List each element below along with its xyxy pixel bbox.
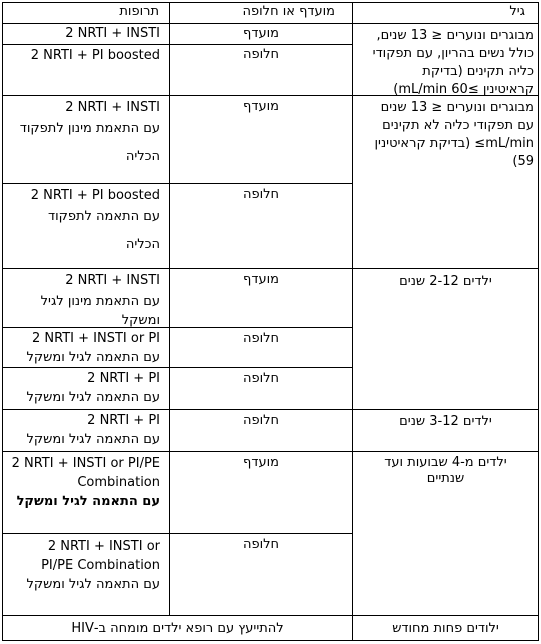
status-cell: חלופה xyxy=(242,331,280,346)
status-cell: חלופה xyxy=(242,187,280,202)
drug-cell: 2 NRTI + PI עם התאמה לגיל ומשקל xyxy=(26,371,160,405)
drug-cell: 2 NRTI + PI boosted עם התאמה לתפקוד הכליה xyxy=(30,188,160,252)
drug-cell: 2 NRTI + PI עם התאמה לגיל ומשקל xyxy=(26,413,160,447)
status-cell: חלופה xyxy=(242,47,280,62)
age-group-children-3-12: ילדים 3-12 שנים xyxy=(399,414,492,429)
drug-cell: 2 NRTI + INSTI or PI עם התאמה לגיל ומשקל xyxy=(26,331,160,365)
header-age: גיל xyxy=(509,4,525,19)
group-divider xyxy=(2,451,539,452)
status-cell: חלופה xyxy=(242,413,280,428)
drug-cell: 2 NRTI + INSTI or PI/PE Combination עם התאמה לגיל ומשקל xyxy=(26,539,160,592)
status-cell: מועדף xyxy=(243,26,279,41)
row-divider xyxy=(2,533,353,534)
age-group-infants-4-weeks-2-years: ילדים מ-4 שבועות ועד שנתיים xyxy=(384,455,507,486)
status-cell: מועדף xyxy=(243,455,279,470)
drug-cell: 2 NRTI + INSTI xyxy=(65,26,160,41)
age-group-children-2-12: ילדים 2-12 שנים xyxy=(399,274,492,289)
table-border-left xyxy=(2,2,3,641)
drug-cell: 2 NRTI + INSTI עם התאמת מינון לתפקוד הכליה xyxy=(19,100,160,164)
group-divider xyxy=(2,268,539,269)
status-cell: חלופה xyxy=(242,537,280,552)
row-divider xyxy=(2,367,353,368)
drug-cell: 2 NRTI + PI boosted xyxy=(30,48,160,63)
age-group-adults-normal-kidney: מבוגרים ונוערים ≤ 13 שנים, כולל נשים בהריון, עם תפקודי כליה תקינים (בדיקת קראיטינין ≥mL/min 60) xyxy=(372,28,534,97)
column-divider-drugs xyxy=(169,2,170,615)
table-border-top xyxy=(2,2,539,3)
column-divider-age xyxy=(352,2,353,641)
table-border-right xyxy=(538,2,539,641)
group-divider xyxy=(2,409,539,410)
newborn-recommendation: להתייעץ עם רופא ילדים מומחה ב-HIV xyxy=(71,621,284,636)
status-cell: מועדף xyxy=(243,272,279,287)
row-divider xyxy=(2,183,353,184)
drug-cell: 2 NRTI + INSTI or PI/PE Combination עם התאמה לגיל ומשקל xyxy=(11,456,160,509)
row-divider xyxy=(2,44,353,45)
table-border-bottom xyxy=(2,640,539,641)
header-drugs: תרופות xyxy=(119,4,159,19)
status-cell: מועדף xyxy=(243,99,279,114)
drug-cell: 2 NRTI + INSTI עם התאמת מינון לגיל ומשקל xyxy=(40,273,160,328)
group-divider xyxy=(2,615,539,616)
age-group-adults-abnormal-kidney: מבוגרים ונוערים ≤ 13 שנים עם תפקודי כליה לא תקינים mL/min≥ (בדיקת קראיטינין 59) xyxy=(374,100,534,169)
header-preferred-or-alternative: מועדף או חלופה xyxy=(242,4,335,19)
status-cell: חלופה xyxy=(242,371,280,386)
age-group-newborns: ילודים פחות מחודש xyxy=(392,621,499,636)
